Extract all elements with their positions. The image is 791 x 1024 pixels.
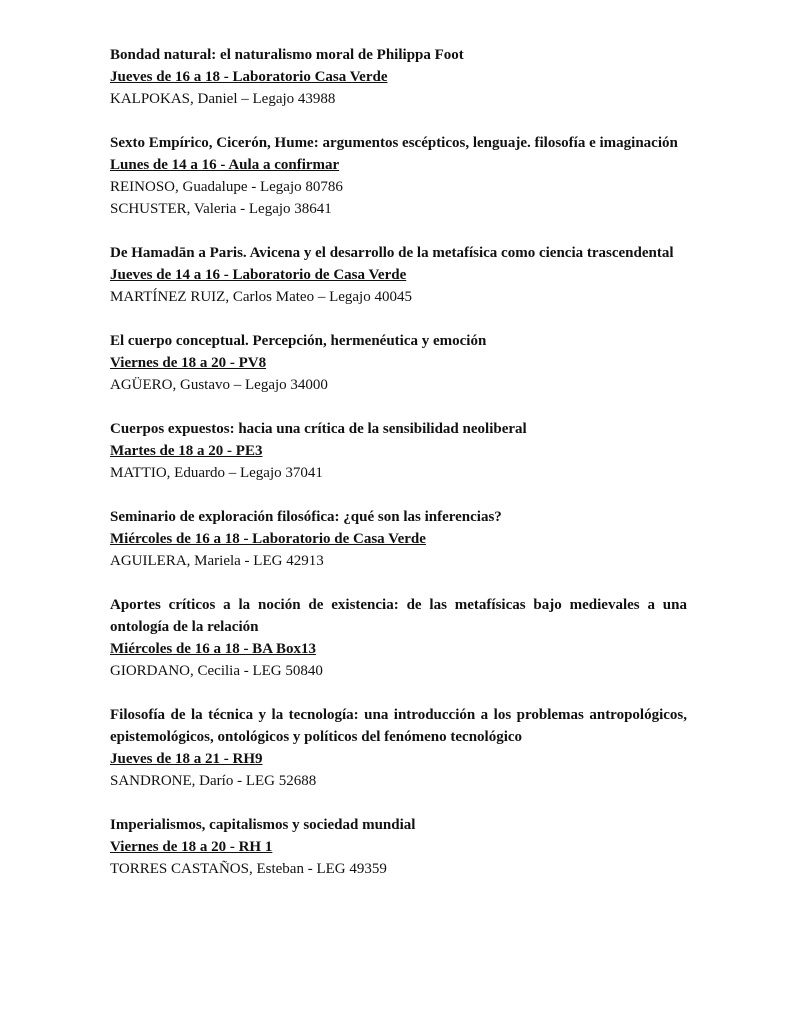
seminar-title: Sexto Empírico, Cicerón, Hume: argumentos escépticos, lenguaje. filosofía e imaginación — [110, 135, 678, 151]
document-page — [110, 44, 687, 902]
seminar-title: Imperialismos, capitalismos y sociedad mundial — [110, 817, 416, 833]
seminar-schedule: Viernes de 18 a 20 - RH 1 — [110, 839, 273, 855]
seminar-entry — [110, 330, 687, 396]
seminar-teacher: AGÜERO, Gustavo – Legajo 34000 — [110, 377, 328, 393]
seminar-schedule: Jueves de 14 a 16 - Laboratorio de Casa Verde — [110, 267, 407, 283]
seminar-entry — [110, 132, 687, 220]
seminar-teacher: REINOSO, Guadalupe - Legajo 80786 — [110, 179, 343, 195]
seminar-entry — [110, 242, 687, 308]
seminar-schedule: Miércoles de 16 a 18 - Laboratorio de Casa Verde — [110, 531, 426, 547]
seminar-schedule: Jueves de 18 a 21 - RH9 — [110, 751, 263, 767]
seminar-title: Bondad natural: el naturalismo moral de Philippa Foot — [110, 47, 464, 63]
seminar-title: Cuerpos expuestos: hacia una crítica de la sensibilidad neoliberal — [110, 421, 527, 437]
seminar-title: De Hamadān a Paris. Avicena y el desarrollo de la metafísica como ciencia trascendental — [110, 245, 674, 261]
seminar-entry — [110, 704, 687, 792]
seminar-title: Filosofía de la técnica y la tecnología: una introducción a los problemas antropológicos, epistemológicos, ontológicos y políticos del fenómeno tecnológico — [110, 707, 687, 745]
seminar-title: El cuerpo conceptual. Percepción, hermenéutica y emoción — [110, 333, 487, 349]
seminar-title: Aportes críticos a la noción de existencia: de las metafísicas bajo medievales a una ontología de la relación — [110, 597, 687, 635]
seminar-entry — [110, 594, 687, 682]
seminar-title: Seminario de exploración filosófica: ¿qué son las inferencias? — [110, 509, 502, 525]
seminar-teacher: SANDRONE, Darío - LEG 52688 — [110, 773, 317, 789]
seminar-teacher: MARTÍNEZ RUIZ, Carlos Mateo – Legajo 40045 — [110, 289, 412, 305]
seminar-teacher: KALPOKAS, Daniel – Legajo 43988 — [110, 91, 336, 107]
seminar-entry — [110, 418, 687, 484]
seminar-teacher: TORRES CASTAÑOS, Esteban - LEG 49359 — [110, 861, 387, 877]
seminar-teacher: AGUILERA, Mariela - LEG 42913 — [110, 553, 324, 569]
seminar-schedule: Martes de 18 a 20 - PE3 — [110, 443, 263, 459]
seminar-teacher: MATTIO, Eduardo – Legajo 37041 — [110, 465, 323, 481]
seminar-schedule: Jueves de 16 a 18 - Laboratorio Casa Verde — [110, 69, 388, 85]
seminar-schedule: Miércoles de 16 a 18 - BA Box13 — [110, 641, 316, 657]
seminar-entry — [110, 506, 687, 572]
seminar-schedule: Viernes de 18 a 20 - PV8 — [110, 355, 267, 371]
seminar-teacher: GIORDANO, Cecilia - LEG 50840 — [110, 663, 323, 679]
seminar-entry — [110, 814, 687, 880]
seminar-schedule: Lunes de 14 a 16 - Aula a confirmar — [110, 157, 340, 173]
seminar-teacher: SCHUSTER, Valeria - Legajo 38641 — [110, 201, 332, 217]
seminar-entry — [110, 44, 687, 110]
